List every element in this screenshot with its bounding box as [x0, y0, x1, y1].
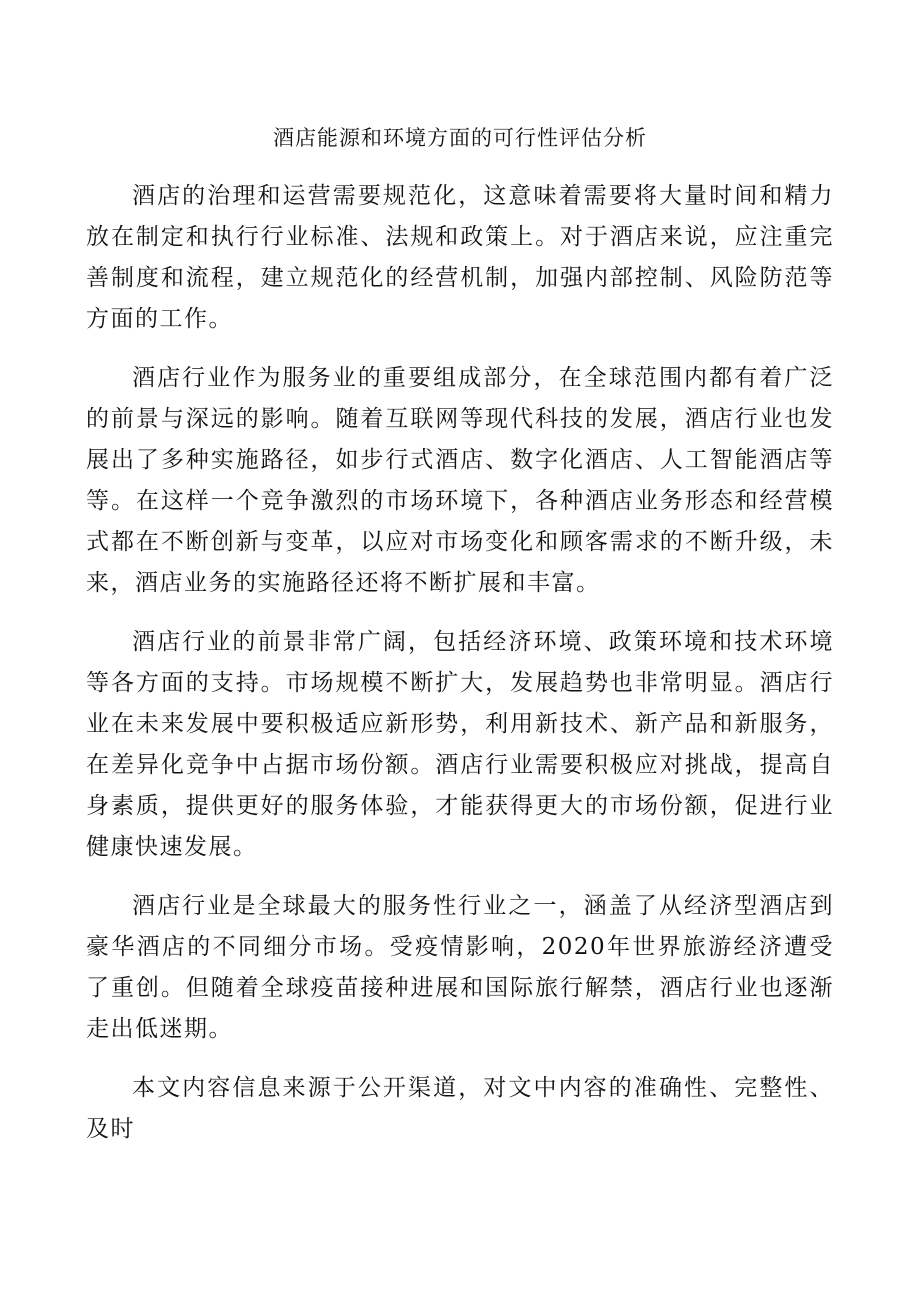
document-title: 酒店能源和环境方面的可行性评估分析 [273, 126, 647, 150]
paragraph-industry-prospects: 酒店行业作为服务业的重要组成部分，在全球范围内都有着广泛的前景与深远的影响。随着互联网等现代科技的发展，酒店行业也发展出了多种实施路径，如步行式酒店、数字化酒店、人工智能酒店等等。在这样一个竞争激烈的市场环境下，各种酒店业务形态和经营模式都在不断创新与变革，以应对市场变化和顾客需求的不断升级，未来，酒店业务的实施路径还将不断扩展和丰富。 [86, 365, 834, 596]
document-body [86, 176, 834, 1168]
paragraph-pandemic-impact: 酒店行业是全球最大的服务性行业之一，涵盖了从经济型酒店到豪华酒店的不同细分市场。受疫情影响，2020年世界旅游经济遭受了重创。但随着全球疫苗接种进展和国际旅行解禁，酒店行业也逐渐走出低迷期。 [86, 893, 834, 1042]
paragraph-disclaimer: 本文内容信息来源于公开渠道，对文中内容的准确性、完整性、及时 [86, 1075, 834, 1142]
paragraph-market-outlook: 酒店行业的前景非常广阔，包括经济环境、政策环境和技术环境等各方面的支持。市场规模不断扩大，发展趋势也非常明显。酒店行业在未来发展中要积极适应新形势，利用新技术、新产品和新服务，在差异化竞争中占据市场份额。酒店行业需要积极应对挑战，提高自身素质，提供更好的服务体验，才能获得更大的市场份额，促进行业健康快速发展。 [86, 629, 834, 860]
paragraph-governance: 酒店的治理和运营需要规范化，这意味着需要将大量时间和精力放在制定和执行行业标准、法规和政策上。对于酒店来说，应注重完善制度和流程，建立规范化的经营机制，加强内部控制、风险防范等方面的工作。 [86, 183, 834, 332]
